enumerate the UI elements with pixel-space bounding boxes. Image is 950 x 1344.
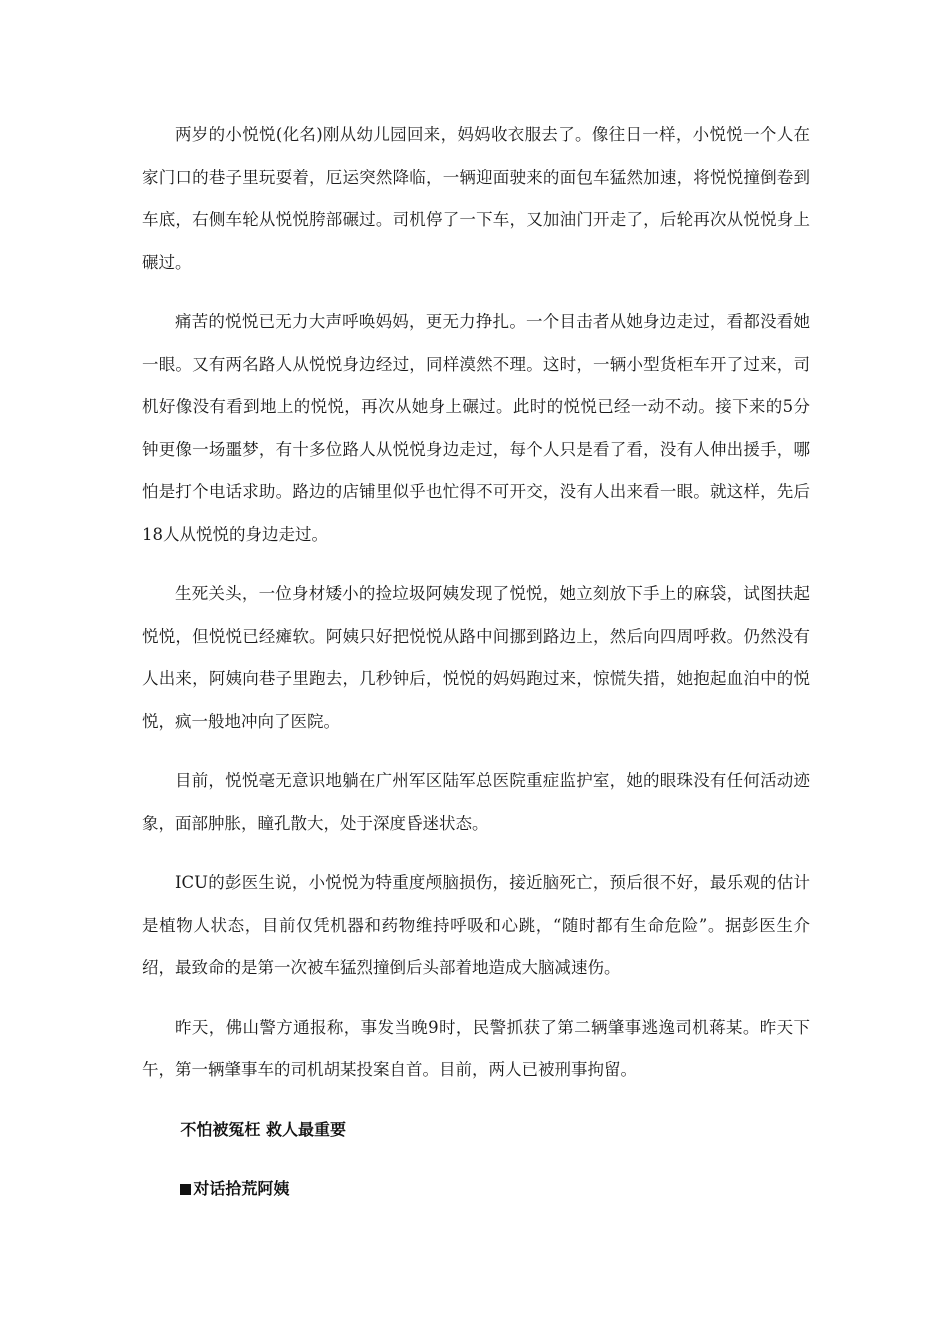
subsection-heading bbox=[142, 1168, 810, 1211]
paragraph-6: 昨天，佛山警方通报称，事发当晚9时，民警抓获了第二辆肇事逃逸司机蒋某。昨天下午，第一辆肇事车的司机胡某投案自首。目前，两人已被刑事拘留。 bbox=[142, 1017, 810, 1079]
paragraph-2: 痛苦的悦悦已无力大声呼唤妈妈，更无力挣扎。一个目击者从她身边走过，看都没看她一眼。又有两名路人从悦悦身边经过，同样漠然不理。这时，一辆小型货柜车开了过来，司机好像没有看到地上的悦悦，再次从她身上碾过。此时的悦悦已经一动不动。接下来的5分钟更像一场噩梦，有十多位路人从悦悦身边走过，每个人只是看了看，没有人伸出援手，哪怕是打个电话求助。路边的店铺里似乎也忙得不可开交，没有人出来看一眼。就这样，先后18人从悦悦的身边走过。 bbox=[142, 312, 810, 544]
paragraph-1: 两岁的小悦悦(化名)刚从幼儿园回来，妈妈收衣服去了。像往日一样，小悦悦一个人在家门口的巷子里玩耍着，厄运突然降临，一辆迎面驶来的面包车猛然加速，将悦悦撞倒卷到车底，右侧车轮从悦悦胯部碾过。司机停了一下车，又加油门开走了，后轮再次从悦悦身上碾过。 bbox=[142, 125, 810, 272]
document-body bbox=[142, 114, 810, 1228]
paragraph-3: 生死关头，一位身材矮小的捡垃圾阿姨发现了悦悦，她立刻放下手上的麻袋，试图扶起悦悦，但悦悦已经瘫软。阿姨只好把悦悦从路中间挪到路边上，然后向四周呼救。仍然没有人出来，阿姨向巷子里跑去，几秒钟后，悦悦的妈妈跑过来，惊慌失措，她抱起血泊中的悦悦，疯一般地冲向了医院。 bbox=[142, 584, 810, 731]
subsection-heading-text: 对话拾荒阿姨 bbox=[193, 1179, 290, 1198]
paragraph-4: 目前，悦悦毫无意识地躺在广州军区陆军总医院重症监护室，她的眼珠没有任何活动迹象，面部肿胀，瞳孔散大，处于深度昏迷状态。 bbox=[142, 771, 810, 833]
section-heading: 不怕被冤枉 救人最重要 bbox=[180, 1119, 346, 1139]
black-square-icon bbox=[180, 1184, 191, 1195]
paragraph-5: ICU的彭医生说，小悦悦为特重度颅脑损伤，接近脑死亡，预后很不好，最乐观的估计是植物人状态，目前仅凭机器和药物维持呼吸和心跳，“随时都有生命危险”。据彭医生介绍，最致命的是第一次被车猛烈撞倒后头部着地造成大脑减速伤。 bbox=[142, 873, 810, 977]
